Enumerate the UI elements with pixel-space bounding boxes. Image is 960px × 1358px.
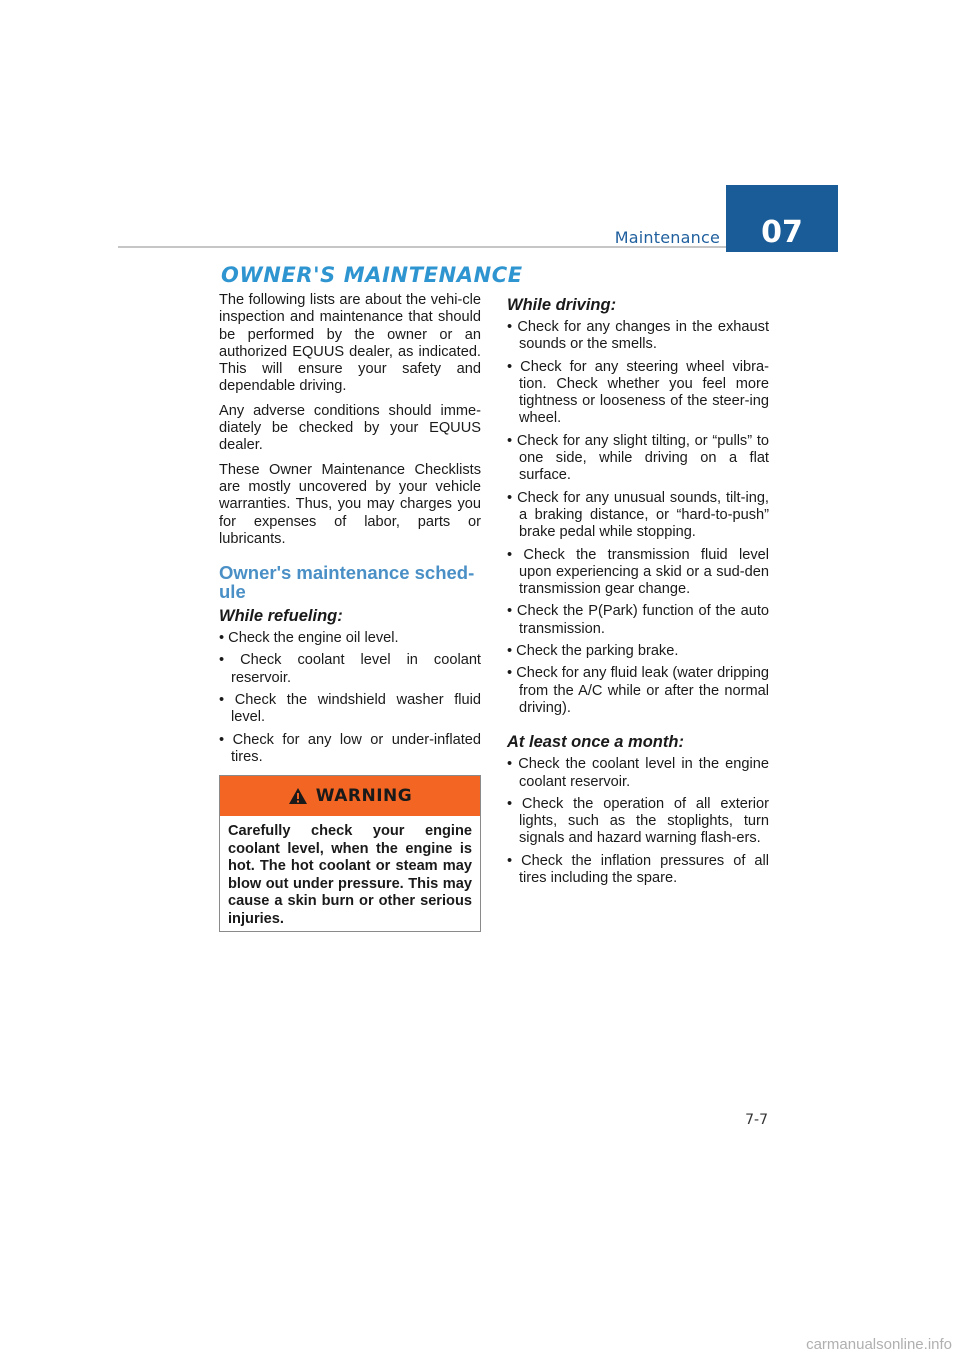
list-item: • Check the coolant level in the engine coolant reservoir. bbox=[507, 756, 769, 790]
list-item: • Check the P(Park) function of the auto transmission. bbox=[507, 603, 769, 637]
intro-paragraph: These Owner Maintenance Checklists are mostly uncovered by your vehicle warranties. Thus, you may charges you for expenses of labor, parts or lubricants. bbox=[219, 461, 481, 547]
list-item: • Check for any fluid leak (water dripping from the A/C while or after the normal driving). bbox=[507, 665, 769, 716]
watermark: carmanualsonline.info bbox=[806, 1336, 952, 1353]
list-item: • Check for any changes in the exhaust sounds or the smells. bbox=[507, 319, 769, 353]
chapter-tab: 07 bbox=[726, 185, 838, 252]
list-item: • Check for any low or under-inflated tires. bbox=[219, 731, 481, 765]
list-item: • Check the inflation pressures of all tires including the spare. bbox=[507, 852, 769, 887]
left-column bbox=[219, 292, 481, 771]
list-item: • Check for any steering wheel vibra-tion. Check whether you feel more tightness or looseness of the steer-ing wheel. bbox=[507, 358, 769, 427]
list-item: • Check the windshield washer fluid level. bbox=[219, 692, 481, 726]
list-item: • Check for any unusual sounds, tilt-ing, a braking distance, or “hard-to-push” brake pedal while stopping. bbox=[507, 489, 769, 541]
intro-paragraph: The following lists are about the vehi-cle inspection and maintenance that should be performed by the owner or an authorized EQUUS dealer, as indicated. This will ensure your safety and dependable driving. bbox=[219, 292, 481, 395]
warning-triangle-icon bbox=[288, 787, 308, 805]
right-column bbox=[507, 292, 769, 892]
header-section-title: Maintenance bbox=[614, 228, 720, 247]
list-item: • Check the operation of all exterior lights, such as the stoplights, turn signals and hazard warning flash-ers. bbox=[507, 795, 769, 847]
list-item: • Check the engine oil level. bbox=[219, 630, 399, 647]
while-refueling-list bbox=[219, 630, 481, 766]
page-number: 7-7 bbox=[745, 1112, 768, 1128]
warning-text: Carefully check your engine coolant level, when the engine is hot. The hot coolant or steam may blow out under pressure. This may cause a skin burn or other serious injuries. bbox=[228, 823, 472, 927]
list-item: • Check for any slight tilting, or “pulls” to one side, while driving on a flat surface. bbox=[507, 432, 769, 484]
list-item: • Check the transmission fluid level upon experiencing a skid or a sud-den transmission gear change. bbox=[507, 546, 769, 598]
monthly-list bbox=[507, 756, 769, 887]
while-driving-heading: While driving: bbox=[507, 296, 617, 314]
while-refueling-heading: While refueling: bbox=[219, 607, 343, 626]
schedule-heading: Owner's maintenance sched-ule bbox=[219, 562, 475, 603]
list-item: • Check the parking brake. bbox=[507, 643, 679, 660]
section-title: OWNER'S MAINTENANCE bbox=[221, 263, 523, 287]
monthly-heading: At least once a month: bbox=[507, 733, 684, 752]
warning-box bbox=[219, 775, 481, 932]
intro-paragraph: Any adverse conditions should imme-diately be checked by your EQUUS dealer. bbox=[219, 402, 481, 454]
list-item: • Check coolant level in coolant reservoir. bbox=[219, 652, 481, 686]
while-driving-list bbox=[507, 319, 769, 717]
warning-label: WARNING bbox=[315, 786, 413, 806]
warning-header bbox=[220, 776, 480, 816]
